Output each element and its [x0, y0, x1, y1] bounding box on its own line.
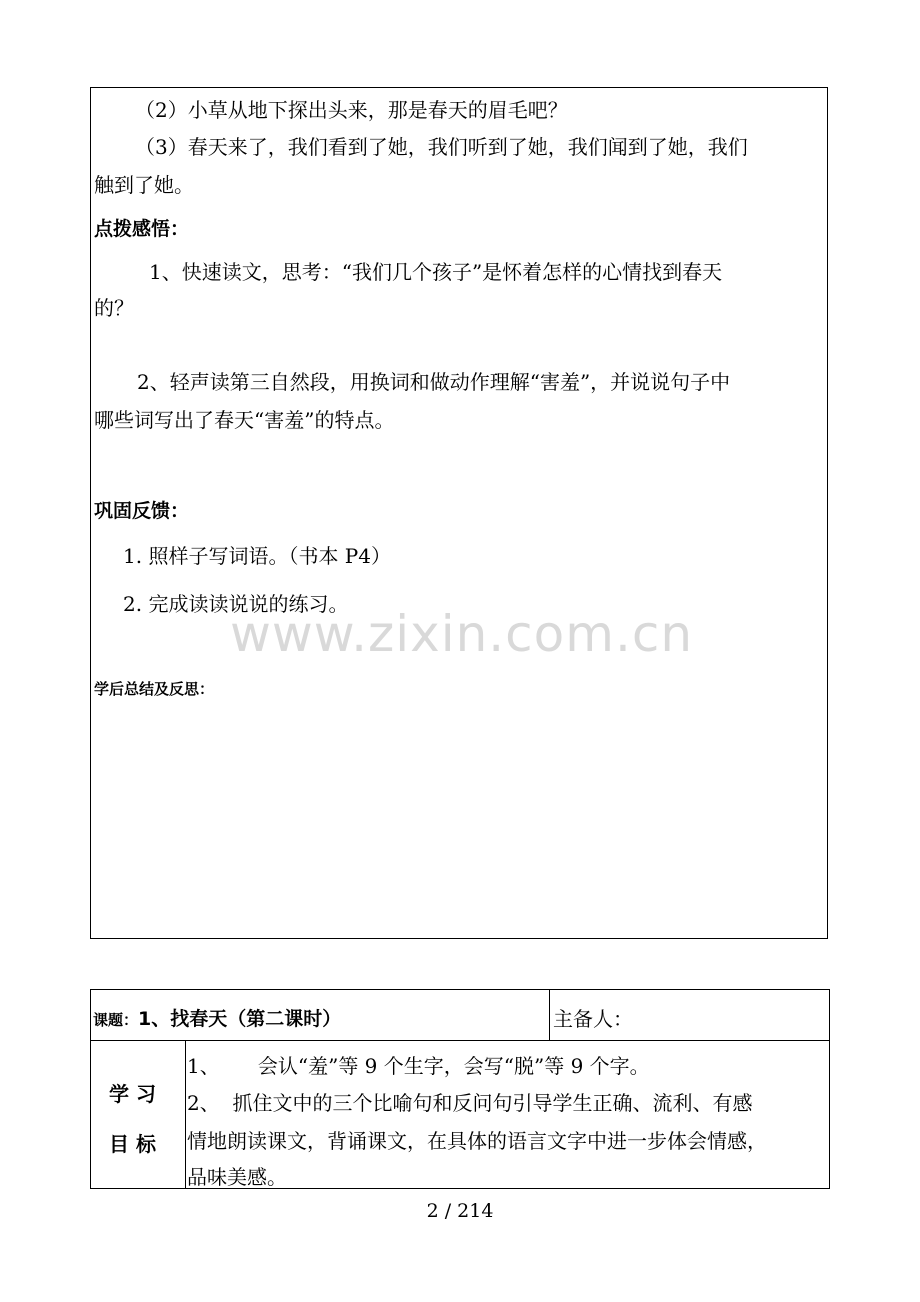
- goal-2: 2、 抓住文中的三个比喻句和反问句引导学生正确、流利、有感: [187, 1091, 753, 1115]
- question-2: 2、轻声读第三自然段，用换词和做动作理解“害羞”，并说说句子中: [137, 370, 731, 394]
- question-2-cont: 哪些词写出了春天“害羞”的特点。: [94, 408, 395, 432]
- topic-value: 1、找春天（第二课时）: [138, 1008, 342, 1030]
- table-divider: [91, 1040, 829, 1041]
- question-1: 1、快速读文，思考：“我们几个孩子”是怀着怎样的心情找到春天: [149, 260, 723, 284]
- guidance-heading: 点拨感悟：: [94, 218, 190, 240]
- topic-cell: [93, 1004, 341, 1031]
- question-1-cont: 的？: [94, 296, 134, 320]
- watermark: www.zixin.com.cn: [230, 605, 694, 663]
- preparer-label: 主备人：: [553, 1007, 633, 1031]
- lesson-table: [90, 989, 830, 1189]
- example-sentence-2: （2）小草从地下探出头来，那是春天的眉毛吧？: [135, 98, 568, 122]
- goal-1: 1、 会认“羞”等 9 个生字，会写“脱”等 9 个字。: [187, 1054, 650, 1078]
- feedback-item-2: 2. 完成读读说说的练习。: [123, 592, 349, 616]
- table-divider: [549, 990, 550, 1040]
- goals-label-line1: 学 习: [109, 1082, 156, 1106]
- feedback-heading: 巩固反馈：: [94, 500, 190, 522]
- page-indicator: 2 / 214: [426, 1200, 494, 1222]
- feedback-item-1: 1. 照样子写词语。（书本 P4）: [123, 544, 391, 568]
- goal-2-cont: 情地朗读课文，背诵课文，在具体的语言文字中进一步体会情感，: [187, 1129, 767, 1153]
- example-sentence-3-cont: 触到了她。: [94, 173, 194, 197]
- topic-label: 课题：: [93, 1011, 139, 1029]
- table-divider: [185, 1040, 186, 1188]
- study-section-box: [90, 87, 828, 939]
- goal-2-cont: 品味美感。: [187, 1165, 287, 1189]
- summary-heading: 学后总结及反思：: [94, 680, 215, 698]
- example-sentence-3: （3）春天来了，我们看到了她，我们听到了她，我们闻到了她，我们: [135, 135, 748, 159]
- goals-label-line2: 目 标: [109, 1132, 156, 1156]
